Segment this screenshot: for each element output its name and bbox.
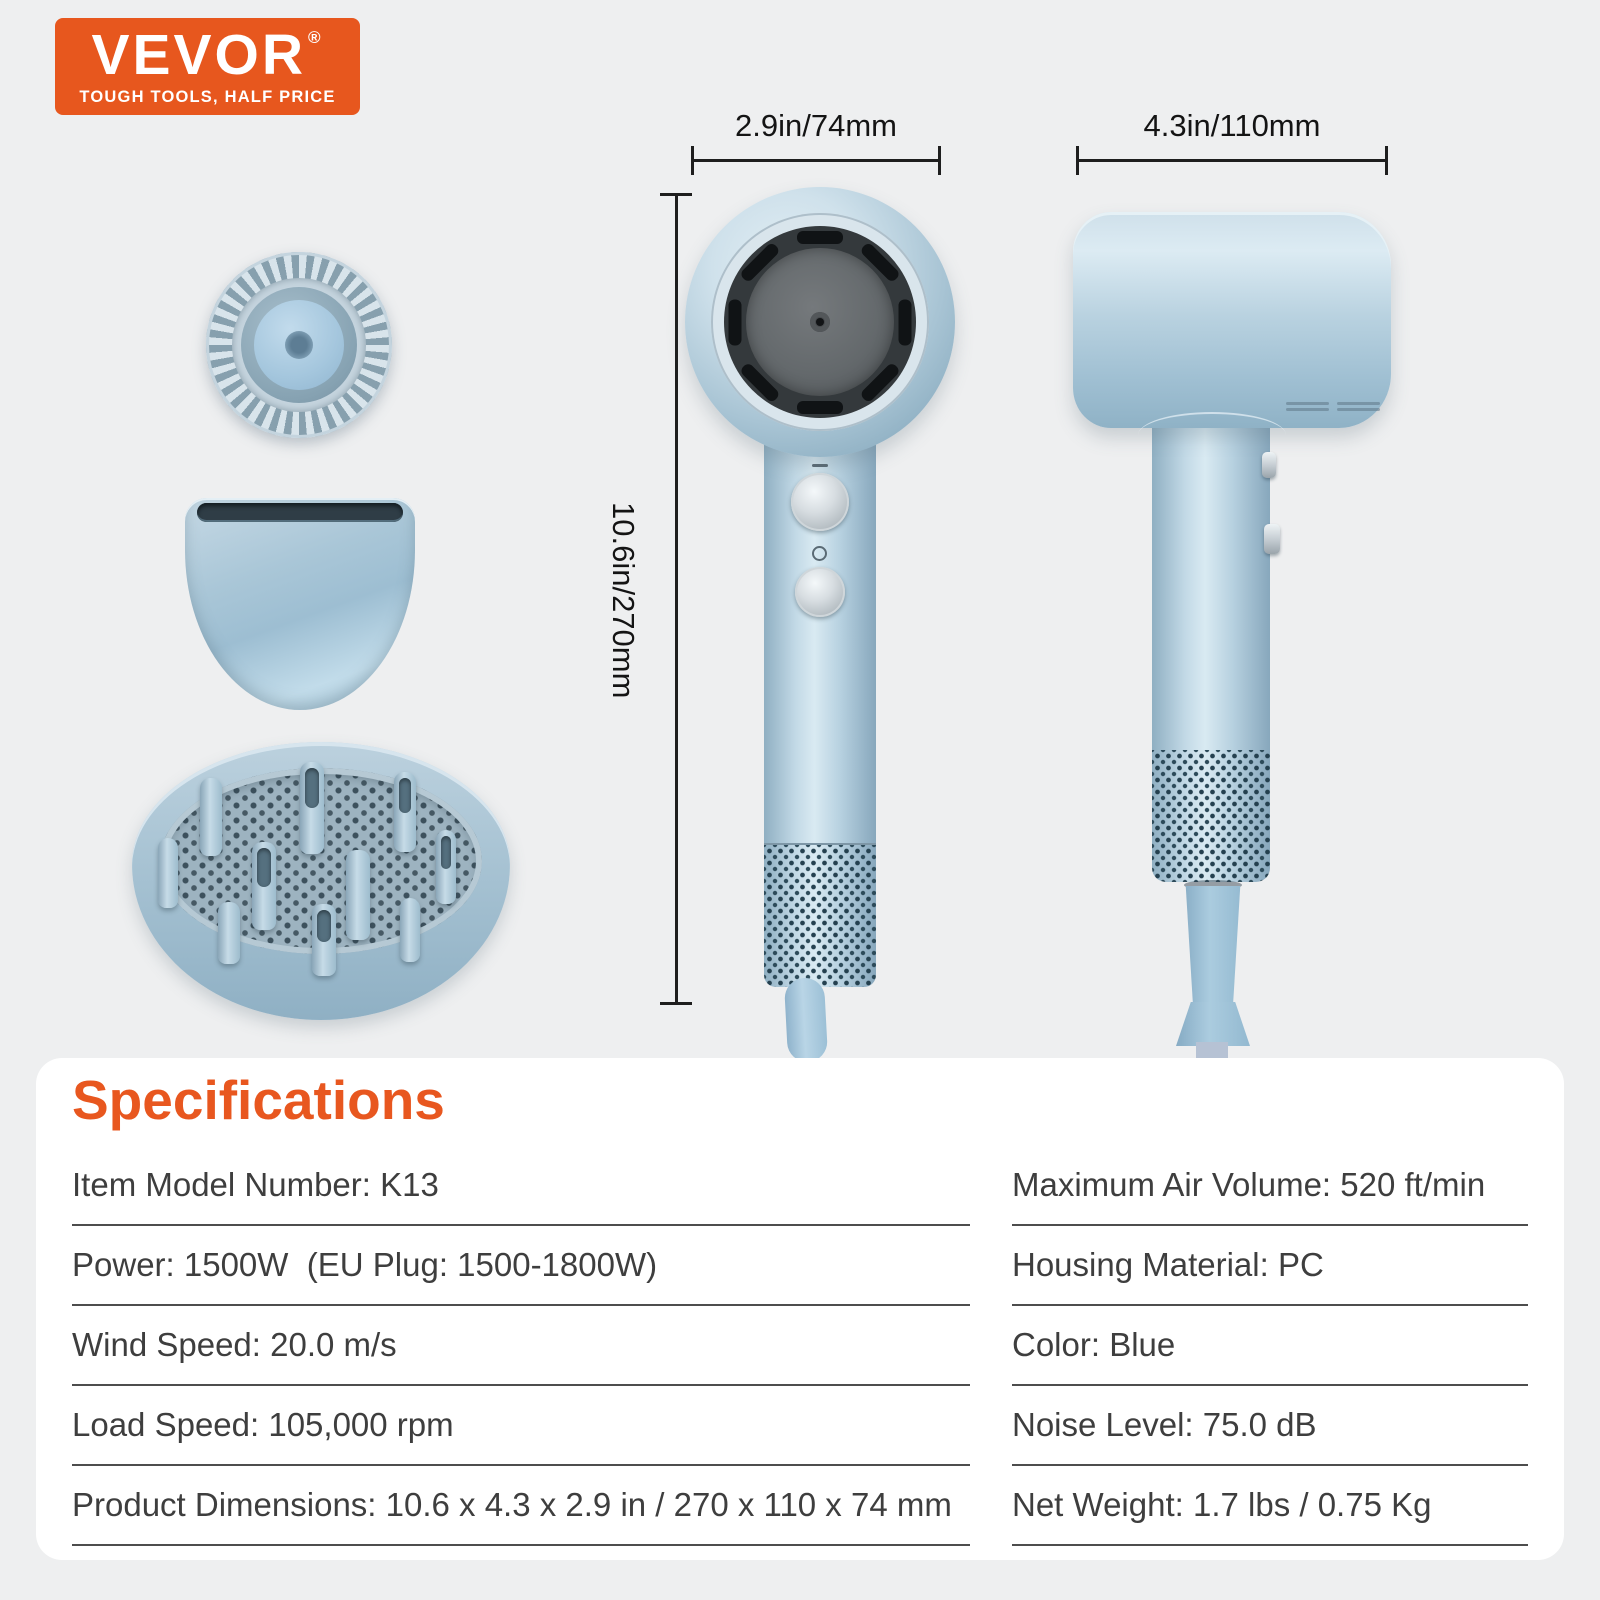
side-width-tick-right (1385, 146, 1388, 175)
height-cap-bottom (660, 1002, 692, 1005)
outlet-center-dot (816, 318, 824, 326)
front-power-cord (784, 977, 828, 1063)
cord-strain-relief (1182, 886, 1244, 1008)
spec-row-model: Item Model Number: K13 (72, 1146, 970, 1226)
diffuser-prong (158, 838, 178, 908)
concentrator-nozzle-image (185, 498, 415, 710)
brand-name (91, 22, 324, 87)
height-line (675, 193, 678, 1005)
fan-attachment-image (206, 252, 392, 438)
side-air-filter (1152, 750, 1270, 882)
power-mark (812, 546, 827, 561)
vevor-logo (55, 18, 360, 115)
front-dryer-head (685, 187, 955, 457)
diffuser-prong (312, 904, 336, 976)
side-width-line (1077, 159, 1387, 162)
speed-button (791, 473, 849, 531)
cord-strain-relief-flare (1176, 1002, 1250, 1046)
side-handle-joint (1138, 412, 1286, 458)
diffuser-prong (252, 842, 276, 930)
spec-row-load-speed: Load Speed: 105,000 rpm (72, 1386, 970, 1466)
diffuser-prong (394, 772, 416, 852)
diffuser-prong (400, 898, 420, 962)
diffuser-prong (300, 762, 324, 854)
spec-column-right (1012, 1146, 1528, 1546)
side-width-label: 4.3in/110mm (1143, 108, 1321, 143)
front-width-tick-right (938, 146, 941, 175)
diffuser-prong (346, 850, 370, 940)
side-width-tick-left (1076, 146, 1079, 175)
nozzle-slot (197, 503, 403, 522)
height-label: 10.6in/270mm (606, 501, 641, 699)
spec-row-power: Power: 1500W (EU Plug: 1500-1800W) (72, 1226, 970, 1306)
outlet-slot (899, 299, 912, 345)
spec-row-product-dimensions: Product Dimensions: 10.6 x 4.3 x 2.9 in / 270 x 110 x 74 mm (72, 1466, 970, 1546)
outlet-slot (797, 401, 843, 414)
fan-hub-hole (285, 331, 313, 359)
spec-row-noise-level: Noise Level: 75.0 dB (1012, 1386, 1528, 1466)
speed-mark (812, 464, 828, 467)
specifications-panel (36, 1058, 1564, 1560)
front-air-filter (764, 845, 876, 987)
diffuser-prong (436, 830, 456, 904)
spec-row-color: Color: Blue (1012, 1306, 1528, 1386)
registered-mark: ® (308, 27, 324, 47)
side-handle (1152, 418, 1270, 752)
outlet-slot (797, 231, 843, 244)
power-button (795, 567, 845, 617)
side-speed-button (1262, 452, 1276, 478)
spec-row-air-volume: Maximum Air Volume: 520 ft/min (1012, 1146, 1528, 1226)
diffuser-prong (200, 778, 222, 856)
spec-column-left (72, 1146, 970, 1546)
outlet-slot (729, 299, 742, 345)
diffuser-prong (218, 902, 240, 964)
front-width-label: 2.9in/74mm (735, 108, 897, 143)
label-sticker (1286, 392, 1380, 420)
spec-row-housing-material: Housing Material: PC (1012, 1226, 1528, 1306)
brand-name-text: VEVOR (91, 22, 307, 87)
specifications-title: Specifications (72, 1069, 445, 1131)
front-width-tick-left (691, 146, 694, 175)
spec-row-net-weight: Net Weight: 1.7 lbs / 0.75 Kg (1012, 1466, 1528, 1546)
brand-tagline: TOUGH TOOLS, HALF PRICE (79, 87, 336, 106)
spec-row-wind-speed: Wind Speed: 20.0 m/s (72, 1306, 970, 1386)
diffuser-image (132, 742, 510, 1020)
side-heat-button (1264, 524, 1280, 554)
front-width-line (692, 159, 940, 162)
